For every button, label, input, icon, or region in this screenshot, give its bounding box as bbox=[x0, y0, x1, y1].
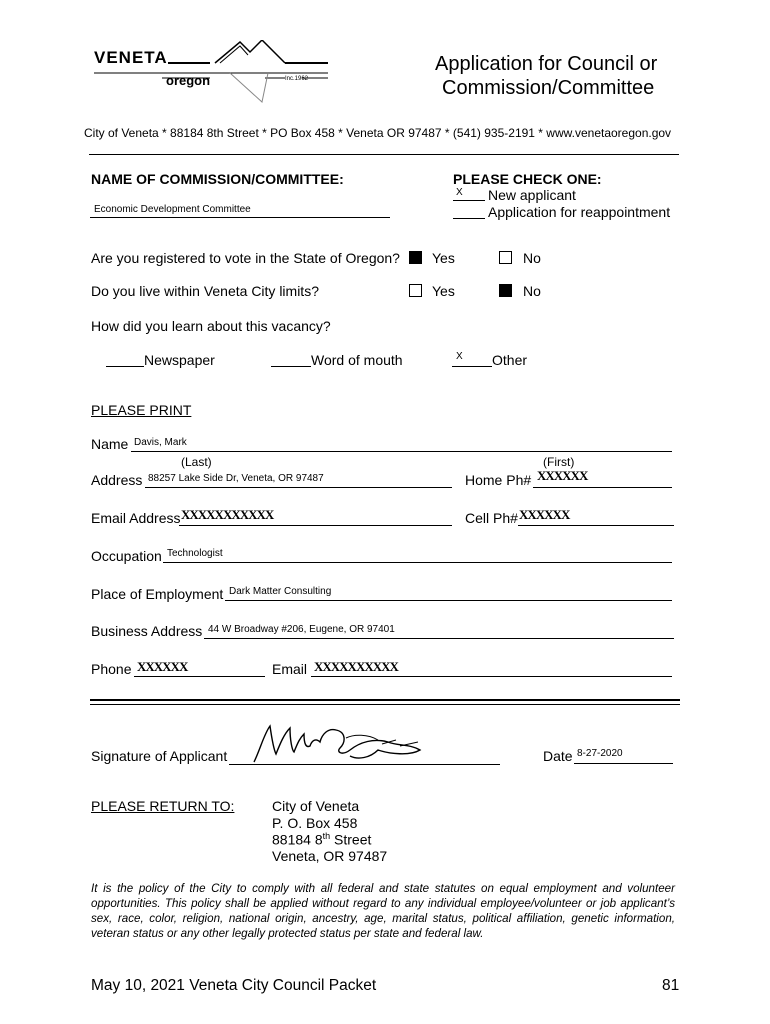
new-applicant-label: New applicant bbox=[488, 187, 576, 203]
reappointment-blank[interactable] bbox=[453, 218, 485, 219]
city-contact-line: City of Veneta * 88184 8th Street * PO Box 458 * Veneta OR 97487 * (541) 935-2191 * www.venetaoregon.gov bbox=[84, 126, 672, 140]
footer-page-number: 81 bbox=[662, 977, 680, 994]
vote-question: Are you registered to vote in the State of Oregon? bbox=[91, 250, 400, 266]
vote-yes-checkbox[interactable] bbox=[409, 251, 422, 264]
business-address-underline bbox=[204, 638, 674, 639]
logo-incorporated: Inc.1962 bbox=[285, 76, 309, 82]
header-divider bbox=[89, 154, 679, 155]
email-underline bbox=[311, 676, 672, 677]
email-label: Email bbox=[272, 661, 308, 677]
return-street-number: 88184 8 bbox=[272, 831, 323, 848]
city-limits-question: Do you live within Veneta City limits? bbox=[91, 283, 319, 299]
email-address-label: Email Address bbox=[91, 510, 181, 526]
city-limits-no-checkbox[interactable] bbox=[499, 284, 512, 297]
return-line-2: P. O. Box 458 bbox=[272, 815, 358, 831]
policy-statement: It is the policy of the City to comply with all federal and state statutes on equal employment and volunteer opportunities. This policy shall be applied without regard to any individual employee/volunteer or job applicant’s sex, race, color, religion, national origin, ancestry, age, marital status, political affiliation, genetic information, veteran status or any other legally protected status per state and federal law. bbox=[91, 882, 675, 940]
page-title-line2: Commission/Committee bbox=[442, 77, 655, 99]
return-street-ordinal: th bbox=[322, 831, 331, 841]
signature-label: Signature of Applicant bbox=[91, 748, 228, 764]
employment-value[interactable]: Dark Matter Consulting bbox=[229, 586, 332, 597]
address-value[interactable]: 88257 Lake Side Dr, Veneta, OR 97487 bbox=[148, 473, 324, 484]
name-label: Name bbox=[91, 436, 129, 452]
home-phone-underline bbox=[533, 487, 672, 488]
date-value[interactable]: 8-27-2020 bbox=[577, 748, 623, 759]
occupation-value[interactable]: Technologist bbox=[167, 548, 223, 559]
cell-phone-underline bbox=[518, 525, 674, 526]
phone-underline bbox=[134, 676, 265, 677]
return-line-1: City of Veneta bbox=[272, 798, 360, 814]
page-title-line1: Application for Council or bbox=[435, 53, 658, 75]
business-address-value[interactable]: 44 W Broadway #206, Eugene, OR 97401 bbox=[208, 624, 395, 635]
footer-packet-title: May 10, 2021 Veneta City Council Packet bbox=[91, 977, 377, 994]
employment-underline bbox=[225, 600, 672, 601]
newspaper-label: Newspaper bbox=[144, 352, 215, 368]
veneta-logo bbox=[90, 40, 335, 110]
home-phone-label: Home Ph# bbox=[465, 472, 532, 488]
city-limits-yes-label: Yes bbox=[432, 283, 455, 299]
cell-phone-label: Cell Ph# bbox=[465, 510, 518, 526]
cell-phone-value[interactable]: XXXXXX bbox=[519, 507, 570, 522]
word-of-mouth-label: Word of mouth bbox=[311, 352, 403, 368]
phone-label: Phone bbox=[91, 661, 132, 677]
check-one-label: PLEASE CHECK ONE: bbox=[453, 171, 602, 187]
return-to-label: PLEASE RETURN TO: bbox=[91, 798, 235, 814]
other-mark[interactable]: X bbox=[456, 351, 463, 362]
business-address-label: Business Address bbox=[91, 623, 203, 639]
commission-value[interactable]: Economic Development Committee bbox=[94, 204, 251, 215]
new-applicant-blank bbox=[453, 200, 485, 201]
email-value[interactable]: XXXXXXXXXX bbox=[314, 659, 398, 674]
name-underline bbox=[131, 451, 672, 452]
return-street-name: Street bbox=[330, 831, 372, 848]
new-applicant-mark[interactable]: X bbox=[456, 187, 463, 198]
other-blank bbox=[452, 366, 492, 367]
word-of-mouth-blank[interactable] bbox=[271, 366, 311, 367]
name-value[interactable]: Davis, Mark bbox=[134, 437, 187, 448]
phone-value[interactable]: XXXXXX bbox=[137, 659, 188, 674]
return-line-4: Veneta, OR 97487 bbox=[272, 848, 388, 864]
logo-name: VENETA bbox=[94, 48, 168, 67]
newspaper-blank[interactable] bbox=[106, 366, 144, 367]
commission-underline bbox=[90, 217, 390, 218]
vote-yes-label: Yes bbox=[432, 250, 455, 266]
vote-no-label: No bbox=[523, 250, 541, 266]
last-name-caption: (Last) bbox=[181, 455, 212, 469]
date-label: Date bbox=[543, 748, 573, 764]
vacancy-question: How did you learn about this vacancy? bbox=[91, 318, 331, 334]
other-label: Other bbox=[492, 352, 528, 368]
first-name-caption: (First) bbox=[543, 455, 575, 469]
logo-subtitle: oregon bbox=[166, 73, 211, 88]
address-label: Address bbox=[91, 472, 143, 488]
applicant-signature bbox=[250, 720, 450, 770]
home-phone-value[interactable]: XXXXXX bbox=[537, 468, 588, 483]
vote-no-checkbox[interactable] bbox=[499, 251, 512, 264]
section-divider-top bbox=[90, 699, 680, 701]
city-limits-no-label: No bbox=[523, 283, 541, 299]
employment-label: Place of Employment bbox=[91, 586, 224, 602]
occupation-label: Occupation bbox=[91, 548, 162, 564]
return-line-3 bbox=[272, 831, 371, 848]
section-divider-bottom bbox=[90, 704, 680, 705]
email-address-underline bbox=[179, 525, 452, 526]
occupation-underline bbox=[163, 562, 672, 563]
date-underline bbox=[574, 763, 673, 764]
email-address-value[interactable]: XXXXXXXXXXX bbox=[181, 507, 274, 522]
address-underline bbox=[145, 487, 452, 488]
please-print-heading: PLEASE PRINT bbox=[91, 402, 192, 418]
commission-label: NAME OF COMMISSION/COMMITTEE: bbox=[91, 171, 344, 187]
city-limits-yes-checkbox[interactable] bbox=[409, 284, 422, 297]
reappointment-label: Application for reappointment bbox=[488, 204, 671, 220]
